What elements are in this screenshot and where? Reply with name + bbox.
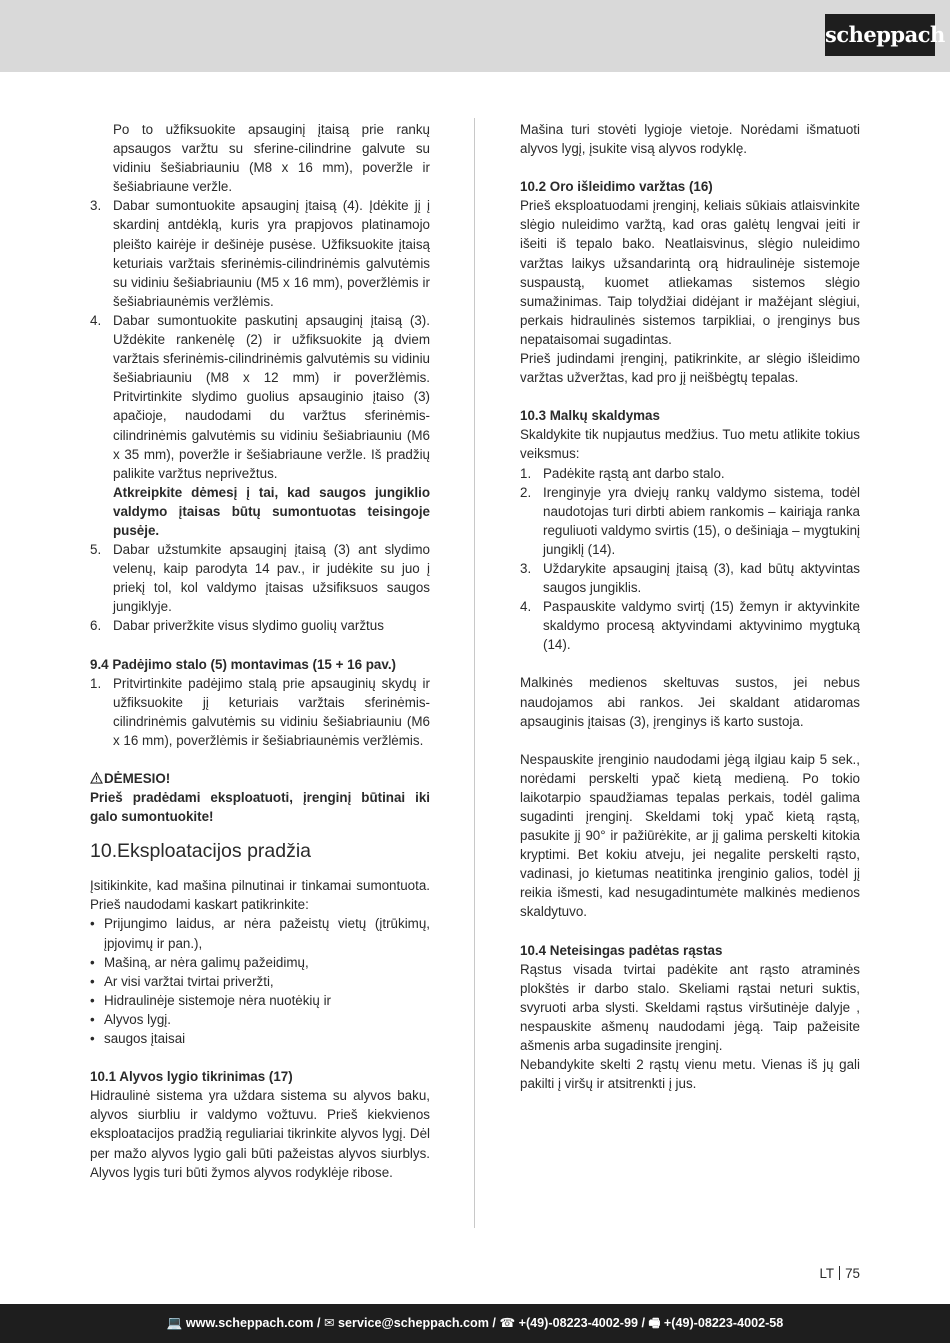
force-paragraph: Nespauskite įrenginio naudodami jėgą ilgiau kaip 5 sek., norėdami perskelti ypač kietą medieną. Po tokio laikotarpio spaudžiamas tepalas perkais, todėl galima sugadinti įrenginį. Skeldami tokį ypač kietą rąstą, pasukite jį 90° ir pažiūrėkite, ar jį galima perskelti kitokia kryptimi. Bet kokiu atveju, jei negalite perskelti rąsto, vadinasi, jo kietumas neatitinka įrenginio galios, todėl jį reikia išmesti, kad nesugadintumėte malkinės medienos skaldytuvo. <box>520 751 860 920</box>
intro-paragraph: Po to užfiksuokite apsauginį įtaisą prie rankų apsaugos varžtu su sferine-cilindrine galvute su vidiniu šešiabriauniu (M8 x 16 mm), poveržle ir šešiabriaune veržle. <box>113 122 430 195</box>
warning-title <box>90 769 430 788</box>
list-text: Paspauskite valdymo svirtį (15) žemyn ir aktyvinkite skaldymo procesą aktyvindami aktyvinimo mygtuką (14). <box>543 599 860 653</box>
list-text: Dabar sumontuokite apsauginį įtaisą (4). Įdėkite jį į skardinį antdėklą, kuris yra prapjovos platinamojo pleišto kairėje ir dešinėje pusėse. Užfiksuokite įtaisą keturiais varžtais sferinėmis-cilindrinėmis galvutėmis su vidiniu šešiabriauniu (M5 x 16 mm), poveržlėmis ir šešiabriaunėmis veržlėmis. <box>113 198 430 309</box>
bullet-text: Alyvos lygį. <box>104 1011 171 1027</box>
list-number: 3. <box>90 198 102 214</box>
list-item <box>90 311 430 540</box>
chapter-number: 10. <box>90 840 118 863</box>
right-column <box>520 120 860 1093</box>
list-item <box>520 464 860 483</box>
section-heading-10-3: 10.3 Malkų skaldymas <box>520 408 660 424</box>
bullet-item: • saugos įtaisai <box>90 1029 430 1048</box>
list-item <box>90 540 430 616</box>
bullet-item: • Alyvos lygį. <box>90 1010 430 1029</box>
section-heading-9-4: 9.4 Padėjimo stalo (5) montavimas (15 + 16 pav.) <box>90 656 396 672</box>
list-text: Pritvirtinkite padėjimo stalą prie apsauginių skydų ir užfiksuokite jį keturiais varžtais sferinėmis-cilindrinėmis galvutėmis su vidiniu šešiabriauniu (M6 x 16 mm), poveržlėmis ir šešiabriaunėmis veržlėmis. <box>113 675 430 748</box>
page-number-value: 75 <box>845 1266 860 1281</box>
page-lang: LT <box>819 1266 835 1281</box>
list-text: Dabar priveržkite visus slydimo guolių varžtus <box>113 618 384 634</box>
list-item <box>90 674 430 750</box>
list-item <box>520 483 860 559</box>
list-number: 4. <box>520 599 532 615</box>
fax-icon: 🖷 <box>648 1316 664 1330</box>
level-paragraph: Mašina turi stovėti lygioje vietoje. Norėdami išmatuoti alyvos lygį, įsukite visą alyvos rodyklę. <box>520 122 860 157</box>
stop-paragraph: Malkinės medienos skeltuvas sustos, jei nebus naudojamos abi rankos. Jei skaldant atidaromas apsauginis įtaisas (3), įrenginys iš karto sustoja. <box>520 675 860 729</box>
list-item <box>90 616 430 635</box>
bullet-item: • Ar visi varžtai tvirtai priveržti, <box>90 972 430 991</box>
bullet-text: Prijungimo laidus, ar nėra pažeistų vietų (įtrūkimų, įpjovimų ir pan.), <box>104 916 430 951</box>
left-column <box>90 120 430 1182</box>
computer-icon: 💻 <box>166 1316 186 1330</box>
list-text: Dabar užstumkite apsauginį įtaisą (3) ant slydimo velenų, kaip parodyta 14 pav., ir judėkite su juo į priekį tol, kol valdymo įtaisas užsifiksuos saugos jungiklyje. <box>113 542 430 615</box>
oil-level-paragraph: Hidraulinė sistema yra uždara sistema su alyvos baku, alyvos siurbliu ir valdymo vožtuvu. Prieš kiekvienos eksploatacijos pradžią reguliariai tikrinkite alyvos lygį. Dėl per mažo alyvos lygio gali būti pažeistas alyvos siurblys. Alyvos lygis turi būti žymos alyvos rodyklėje ribose. <box>90 1088 430 1180</box>
footer-web[interactable]: www.scheppach.com <box>185 1316 314 1330</box>
footer-fax: +(49)-08223-4002-58 <box>663 1316 784 1330</box>
section-heading-10-1: 10.1 Alyvos lygio tikrinimas (17) <box>90 1069 293 1085</box>
brand-logo: scheppach <box>825 14 935 56</box>
bullet-text: saugos įtaisai <box>104 1031 186 1047</box>
chapter-title: Eksploatacijos pradžia <box>117 840 312 863</box>
list-number: 2. <box>520 484 532 500</box>
list-number: 1. <box>90 675 102 691</box>
section-heading-10-2: 10.2 Oro išleidimo varžtas (16) <box>520 179 713 195</box>
bullet-item: • Mašiną, ar nėra galimų pažeidimų, <box>90 953 430 972</box>
list-number: 5. <box>90 542 102 558</box>
bullet-item: • Hidraulinėje sistemoje nėra nuotėkių ir <box>90 991 430 1010</box>
footer-phone: +(49)-08223-4002-99 <box>518 1316 639 1330</box>
header-band <box>0 0 950 72</box>
column-divider <box>474 118 475 1228</box>
footer-bar: 💻 www.scheppach.com / ✉ service@scheppach.com / ☎ +(49)-08223-4002-99 / 🖷 +(49)-08223-4002-58 <box>0 1304 950 1343</box>
page-number <box>800 1265 860 1283</box>
list-number: 3. <box>520 560 532 576</box>
list-note-bold: Atkreipkite dėmesį į tai, kad saugos jungiklio valdymo įtaisas būtų sumontuotas teisingoje pusėje. <box>113 484 430 538</box>
list-item <box>90 196 430 311</box>
chapter-heading <box>90 838 430 864</box>
list-number: 1. <box>520 465 532 481</box>
warning-text: Prieš pradėdami eksploatuoti, įrenginį būtinai iki galo sumontuokite! <box>90 790 430 825</box>
footer-email[interactable]: service@scheppach.com <box>338 1316 489 1330</box>
list-text: Uždarykite apsauginį įtaisą (3), kad būtų aktyvintas saugos jungiklis. <box>543 560 860 596</box>
list-text: Dabar sumontuokite paskutinį apsauginį įtaisą (3). Uždėkite rankenėlę (2) ir užfiksuokite ją dviem varžtais sferinėmis-cilindrinėmis galvutėmis su vidiniu šešiabriauniu (M8 x 12 mm) ir poveržlėmis. Pritvirtinkite slydimo guolius apsauginio įtaiso (3) apačioje, naudodami du varžtus sferinėmis-cilindrinėmis galvutėmis su vidiniu šešiabriauniu (M6 x 35 mm), poveržle ir šešiabriaune veržle. Iš pradžių palikite varžtus neprivežtus. <box>113 312 430 481</box>
bullet-text: Ar visi varžtai tvirtai priveržti, <box>104 973 274 989</box>
log-placement-paragraph: Rąstus visada tvirtai padėkite ant rąsto atraminės plokštės ir darbo stalo. Skeliami rąstai neturi suktis, svyruoti arba slysti. Skeldami rąstus viršutinėje dalyje , nespauskite ašmenų naudodami jėgą. Taip pažeisite ašmenis arba sugadinsite įrenginį. <box>520 961 860 1054</box>
check-paragraph: Įsitikinkite, kad mašina pilnutinai ir tinkamai sumontuota. Prieš naudodami kaskart patikrinkite: <box>90 878 430 913</box>
log-placement-note: Nebandykite skelti 2 rąstų vienu metu. Vienas iš jų gali pakilti į viršų ir atsitrenkti į jus. <box>520 1057 860 1092</box>
warning-title-text: DĖMESIO! <box>104 771 171 786</box>
phone-icon: ☎ <box>499 1316 519 1330</box>
air-release-note: Prieš judindami įrenginį, patikrinkite, ar slėgio išleidimo varžtas užveržtas, kad pro jį neišbėgtų tepalas. <box>520 351 860 386</box>
list-text: Irenginyje yra dviejų rankų valdymo sistema, todėl naudotojas turi dirbti abiem rankomis – kairiąja ranka reguliuoti valdymo svirtis (15), o dešiniąja – mygtukinį jungiklį (14). <box>543 484 860 557</box>
mail-icon: ✉ <box>323 1316 339 1330</box>
bullet-item: • Prijungimo laidus, ar nėra pažeistų vietų (įtrūkimų, įpjovimų ir pan.), <box>90 914 430 952</box>
list-number: 4. <box>90 312 102 328</box>
air-release-paragraph: Prieš eksploatuodami įrenginį, keliais sūkiais atlaisvinkite slėgio nuleidimo varžtą, kad oras galėtų lengvai įeiti ir išeiti iš tepalo bako. Neatlaisvinus, slėgio nuleidimo varžtas laikys užsandarintą orą hidraulinėje sistemoje suspaustą, kuomet atliekamas sistemos slėgio sumažinimas. Taip tolydžiai didėjant ir mažėjant slėgiui, perkais hidraulinės sistemos tarpikliai, o įrenginys bus nepataisomai sugadintas. <box>520 198 860 347</box>
bullet-text: Mašiną, ar nėra galimų pažeidimų, <box>104 954 309 970</box>
section-heading-10-4: 10.4 Neteisingas padėtas rąstas <box>520 942 723 958</box>
bullet-text: Hidraulinėje sistemoje nėra nuotėkių ir <box>104 992 332 1008</box>
list-item <box>520 559 860 597</box>
warning-icon <box>90 772 103 784</box>
list-text: Padėkite rąstą ant darbo stalo. <box>543 465 725 481</box>
list-number: 6. <box>90 618 102 634</box>
list-item <box>520 597 860 654</box>
splitting-intro: Skaldykite tik nupjautus medžius. Tuo metu atlikite tokius veiksmus: <box>520 427 860 462</box>
